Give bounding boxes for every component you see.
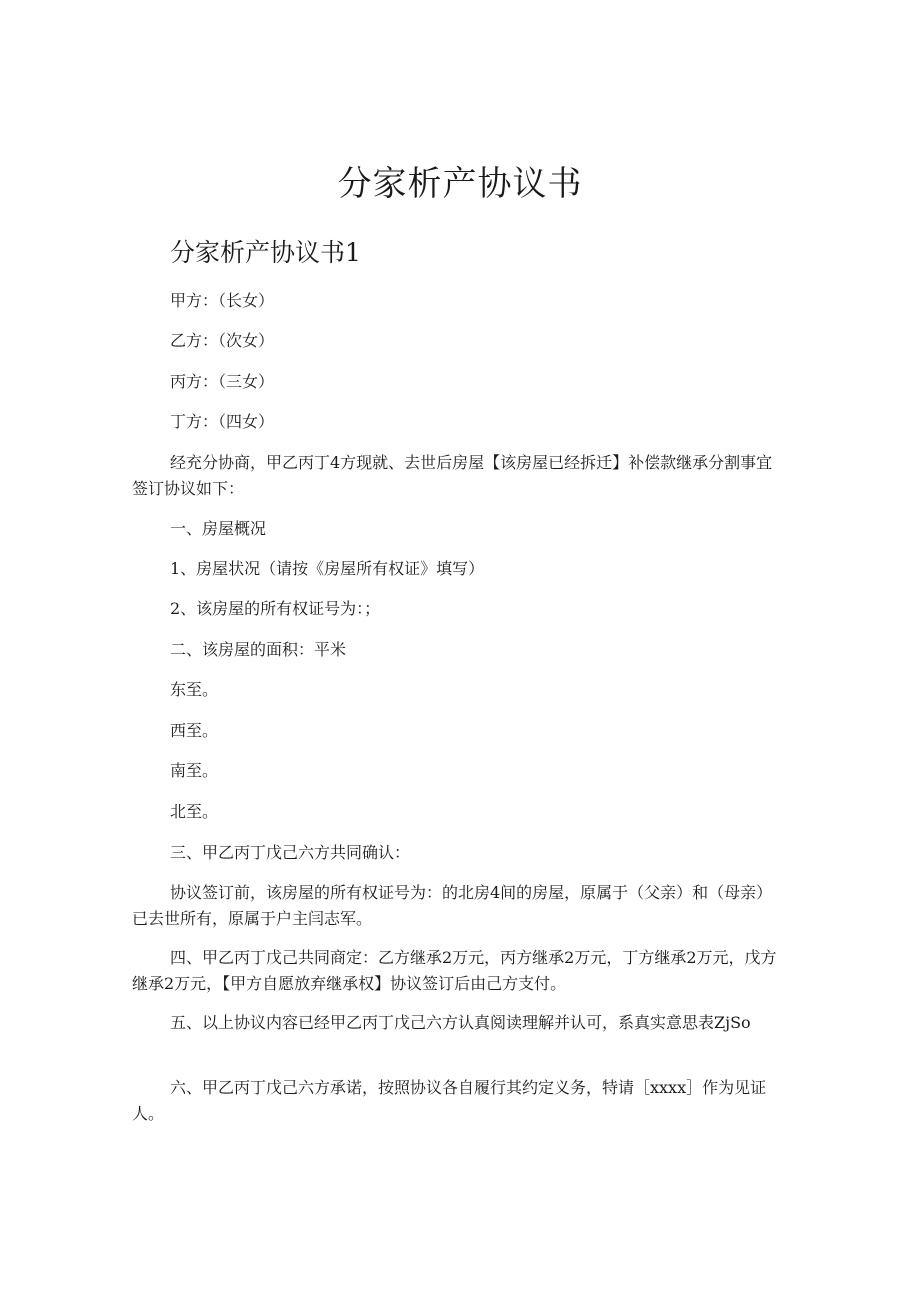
item2-line: 2、该房屋的所有权证号为：； <box>170 599 381 618</box>
item1-line: 1、房屋状况（请按《房屋所有权证》填写） <box>170 559 485 578</box>
section2-heading: 二、该房屋的面积：平米 <box>170 640 347 659</box>
section4-paragraph: 四、甲乙丙丁戊己共同商定：乙方继承2万元，丙方继承2万元，丁方继承2万元，戊方继承2万元，【甲方自愿放弃继承权】协议签订后由己方支付。 <box>132 948 777 993</box>
section5-paragraph: 五、以上协议内容已经甲乙丙丁戊己六方认真阅读理解并认可，系真实意思表ZjSo <box>170 1013 751 1032</box>
confirm-paragraph: 协议签订前，该房屋的所有权证号为：的北房4间的房屋，原属于（父亲）和（母亲）已去世所有，原属于户主闫志军。 <box>132 883 773 928</box>
document-subtitle: 分家析产协议书1 <box>170 238 361 267</box>
south-boundary: 南至。 <box>170 761 219 780</box>
party-a-line: 甲方：（长女） <box>170 291 275 310</box>
document-title: 分家析产协议书 <box>337 164 583 204</box>
party-c-line: 丙方：（三女） <box>170 372 275 391</box>
north-boundary: 北至。 <box>170 802 219 821</box>
east-boundary: 东至。 <box>170 680 219 699</box>
section3-heading: 三、甲乙丙丁戊己六方共同确认： <box>170 843 411 862</box>
section1-heading: 一、房屋概况 <box>170 519 267 538</box>
party-b-line: 乙方：（次女） <box>170 331 275 350</box>
west-boundary: 西至。 <box>170 721 219 740</box>
intro-paragraph: 经充分协商，甲乙丙丁4方现就、去世后房屋【该房屋已经拆迁】补偿款继承分割事宜签订协议如下： <box>132 453 773 498</box>
party-d-line: 丁方：（四女） <box>170 412 275 431</box>
section6-paragraph: 六、甲乙丙丁戊己六方承诺，按照协议各自履行其约定义务，特请［xxxx］作为见证人。 <box>132 1078 767 1123</box>
